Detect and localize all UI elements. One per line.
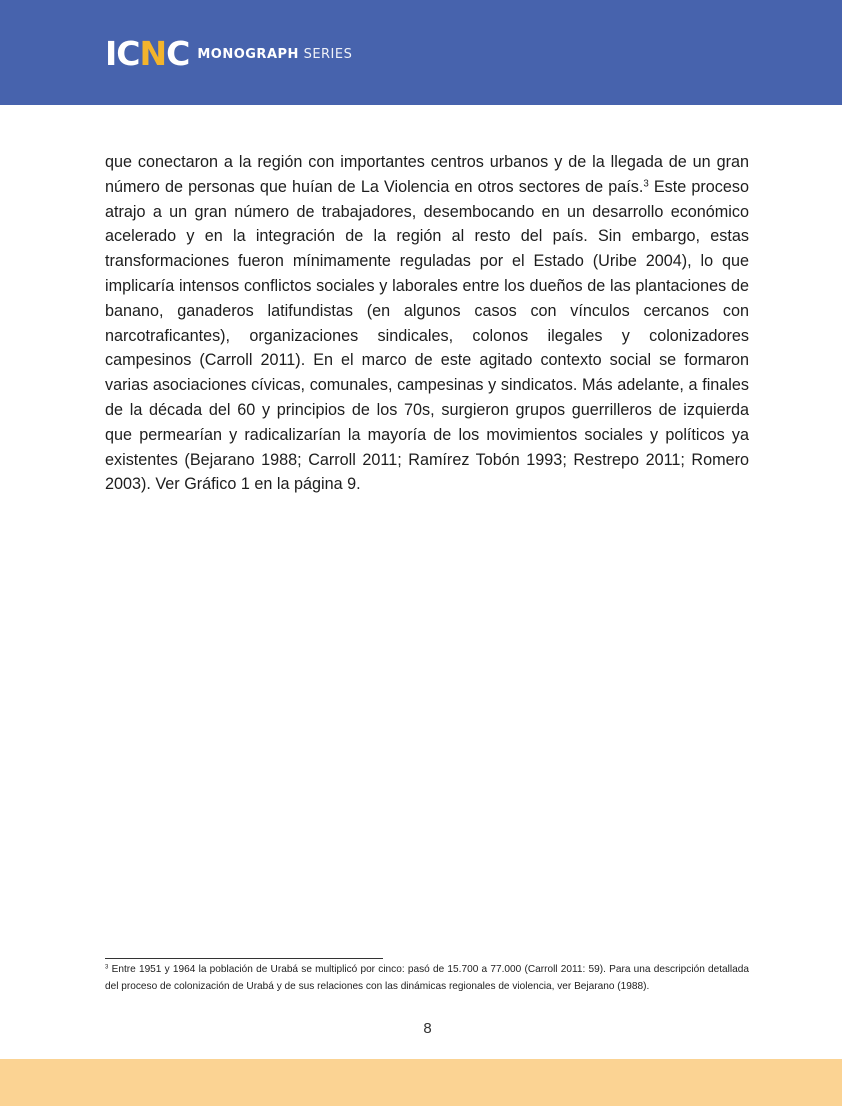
logo-accent-letter: N: [139, 34, 167, 73]
page-number: 8: [423, 1020, 432, 1037]
page-footer-band: [0, 1059, 842, 1106]
body-paragraph: [105, 150, 749, 497]
page-header-band: [0, 0, 842, 105]
footnote-marker: 3: [105, 964, 109, 971]
series-light-text: SERIES: [303, 47, 353, 62]
footnote: [105, 962, 749, 995]
footnote-divider: [105, 958, 383, 959]
footnote-text: Entre 1951 y 1964 la población de Urabá se multiplicó por cinco: pasó de 15.700 a 77.000 (Carroll 2011: 59). Para una descripción detallada del proceso de colonización de Urabá y de sus relaciones con las dinámicas regionales de violencia, ver Bejarano (1988).: [105, 964, 749, 992]
body-text-part2: Este proceso atrajo a un gran número de trabajadores, desembocando en un desarrollo económico acelerado y en la integración de la región al resto del país. Sin embargo, estas transformaciones fueron mínimamente reguladas por el Estado (Uribe 2004), lo que implicaría intensos conflictos sociales y laborales entre los dueños de las plantaciones de banano, ganaderos latifundistas (en algunos casos con vínculos cercanos con narcotraficantes), organizaciones sindicales, colonos ilegales y colonizadores campesinos (Carroll 2011). En el marco de este agitado contexto social se formaron varias asociaciones cívicas, comunales, campesinas y sindicatos. Más adelante, a finales de la década del 60 y principios de los 70s, surgieron grupos guerrilleros de izquierda que permearían y radicalizarían la mayoría de los movimientos sociales y políticos ya existentes (Bejarano 1988; Carroll 2011; Ramírez Tobón 1993; Restrepo 2011; Romero 2003). Ver Gráfico 1 en la página 9.: [105, 177, 749, 494]
logo-suffix: C: [166, 34, 190, 73]
body-text-part1: que conectaron a la región con importantes centros urbanos y de la llegada de un gran número de personas que huían de La Violencia en otros sectores de país.: [105, 153, 749, 196]
logo-mark: [105, 36, 189, 72]
icnc-logo: [105, 36, 352, 72]
logo-prefix: IC: [105, 34, 140, 73]
logo-series-label: [197, 37, 352, 73]
series-bold-text: MONOGRAPH: [197, 47, 299, 62]
footnote-reference[interactable]: 3: [643, 178, 649, 190]
